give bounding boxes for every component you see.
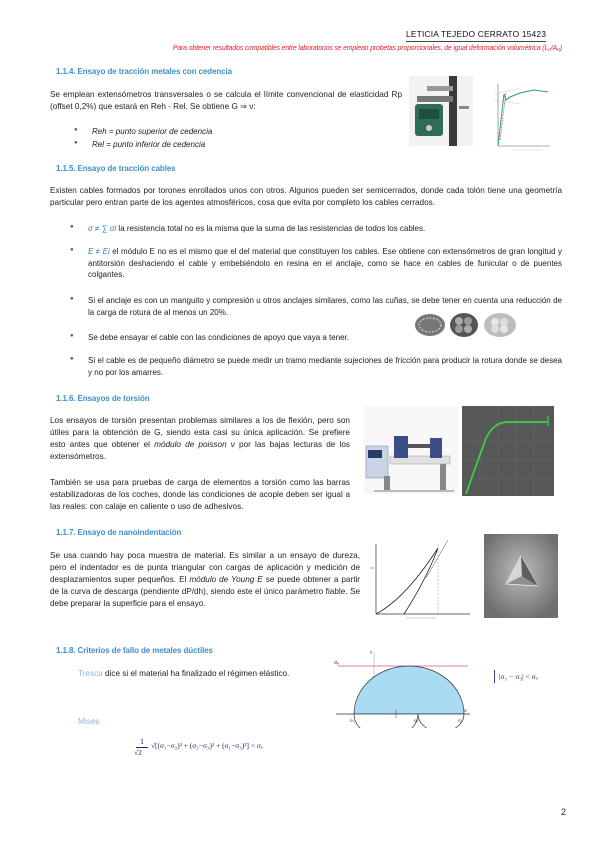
bullet-anchor: ● Si el anclaje es con un manguito y compresión u otros anclajes similares, como las cuñas, se debe tener en cuenta una reducción de la carga de rotura de al menos un 20%.: [70, 296, 562, 317]
list-item-reh: ● Reh = punto superior de cedencia: [74, 127, 213, 136]
mohr-label-se: σₑ: [334, 660, 339, 666]
bullet-modulus: ● E ≠ Ei el módulo E no es el mismo que el del material que constituyen los cables. Ese obtiene con extensómetros de gran longitud y antitorsión deshaciendo el cable y embebiéndolo en resina en el anclaje, como se hace en cables de funicular o de puentes colgantes.: [70, 247, 562, 280]
mohr-label-s1: σ₁: [458, 718, 463, 723]
yield-curve-figure: [490, 80, 552, 156]
indentation-afm-image: [484, 534, 558, 618]
mohr-label-tau: τ: [370, 650, 372, 656]
heading-1-1-8: 1.1.8. Criterios de fallo de metales dúctiles: [56, 646, 213, 655]
heading-1-1-7: 1.1.7. Ensayo de nanoindentación: [56, 528, 182, 537]
tresca-formula: |σ₁ − σ₃| < σₑ: [494, 670, 542, 683]
bullet-sigma: ● σ ≠ ∑ σi la resistencia total no es la misma que la suma de las resistencias de todos los cables.: [70, 224, 426, 233]
mohr-label-sigma: σ: [464, 708, 467, 713]
mohr-label-s3: σ₃: [350, 718, 355, 723]
mises-formula: 1 √2 √[(σ₁−σ₂)² + (σ₂−σ₃)² + (σ₁−σ₃)²] < σₑ: [134, 737, 263, 757]
para-1-1-6b: También se usa para pruebas de carga de elementos a torsión como las barras estabilizadoras de los coches, donde las condiciones de acople deben ser igual a las reales: con calaje en caliente o uso de adhesivos.: [50, 478, 350, 511]
para-1-1-5: Existen cables formados por torones enrollados unos con otros. Algunos pueden ser semicerrados, donde cada tolón tiene una geometría particular pero entran parte de los agentes atmosféricos, cosa que evita por completo los cables cerrados.: [50, 186, 562, 207]
extensometer-photo: [409, 76, 473, 146]
tresca-description: Tresca dice si el material ha finalizado el régimen elástico.: [78, 669, 290, 678]
nanoindentation-curve: [366, 538, 474, 622]
cable-sections-photo: [412, 310, 518, 340]
bullet-small-diameter: ● Si el cable es de pequeño diámetro se puede medir un tramo mediante sujeciones de fricción para producir la rotura donde se desea y no por los amarres.: [70, 356, 562, 377]
torsion-graph: [462, 406, 554, 496]
mohr-label-s2: σ₂: [414, 718, 419, 723]
author-header: LETICIA TEJEDO CERRATO 15423: [406, 28, 546, 42]
mohr-circle-figure: [332, 648, 472, 728]
probetas-note: Para obtener resultados compatibles entre laboratorios se emplean probetas proporcionales, de igual deformación volumétrica (L₀/A₀): [172, 45, 562, 52]
page-number: 2: [560, 807, 566, 817]
para-1-1-7: Se usa cuando hay poca muestra de material. Es similar a un ensayo de dureza, pero el indentador es de punta triangular con cargas de aplicación y medición de desplazamientos super pequeños. El módulo de Young E se puede obtener a partir de la curva de descarga (pendiente dP/dh), siendo este el único parámetro fiable. Se debe preparar la superficie para el ensayo.: [50, 551, 361, 608]
heading-1-1-5: 1.1.5. Ensayo de tracción cables: [56, 164, 176, 173]
para-1-1-6a: Los ensayos de torsión presentan problemas similares a los de flexión, pero son útiles para la obtención de G, siendo esta casi su única aplicación. Se prefiere esto antes que obtener el módulo de poisson ν por las bajas lecturas de los extensómetros.: [50, 416, 350, 461]
bullet-support: ● Se debe ensayar el cable con las condiciones de apoyo que vaya a tener.: [70, 333, 350, 342]
heading-1-1-6: 1.1.6. Ensayos de torsión: [56, 394, 150, 403]
mises-label: Mises: [78, 717, 100, 726]
torsion-machine-photo: [364, 406, 458, 494]
para-1-1-4: Se emplean extensómetros transversales o se calcula el límite convencional de elasticidad Rp (offset 0,2%) que estará en Reh - Rel. Se obtiene G ⇒ ν:: [50, 90, 402, 111]
list-item-rel: ● Rel = punto inferior de cedencia: [74, 140, 206, 149]
heading-1-1-4: 1.1.4. Ensayo de tracción metales con cedencia: [56, 67, 232, 76]
